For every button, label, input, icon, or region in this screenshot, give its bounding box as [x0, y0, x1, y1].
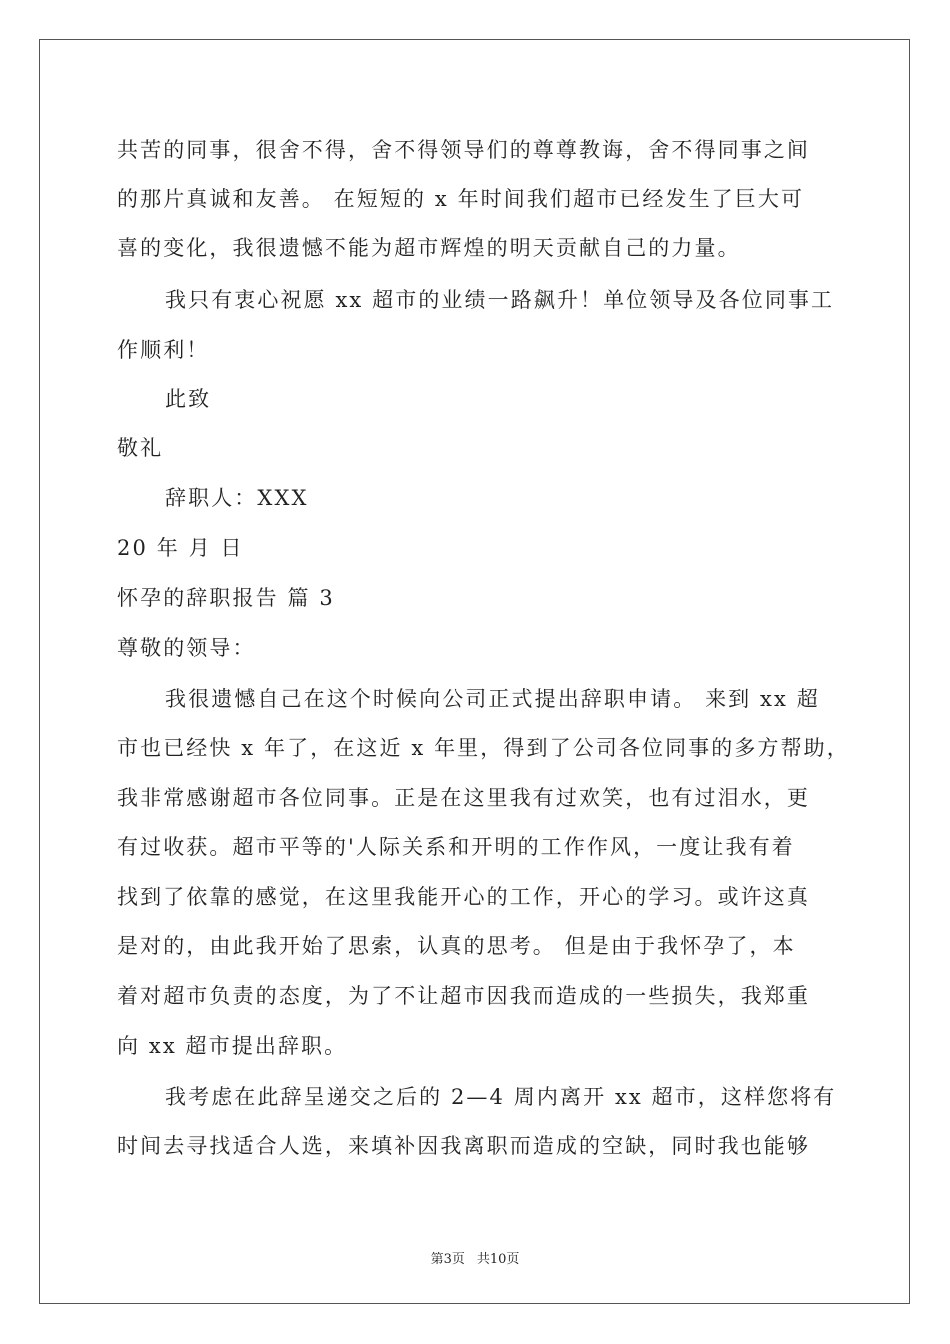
closing-line: 此致 [165, 387, 212, 411]
body-line: 是对的，由此我开始了思索，认真的思考。 但是由于我怀孕了，本 [117, 934, 796, 958]
body-line: 时间去寻找适合人选，来填补因我离职而造成的空缺，同时我也能够 [117, 1134, 810, 1158]
body-line: 作顺利！ [117, 338, 210, 362]
body-line: 找到了依靠的感觉，在这里我能开心的工作，开心的学习。或许这真 [117, 885, 810, 909]
body-line: 有过收获。超市平等的'人际关系和开明的工作作风，一度让我有着 [117, 835, 795, 859]
body-line: 我非常感谢超市各位同事。正是在这里我有过欢笑，也有过泪水，更 [117, 786, 810, 810]
body-line: 的那片真诚和友善。 在短短的 x 年时间我们超市已经发生了巨大可 [117, 187, 805, 211]
page-footer [0, 1248, 950, 1267]
salutation-line: 尊敬的领导： [117, 636, 256, 660]
signature-line: 辞职人：XXX [165, 486, 309, 510]
body-line: 共苦的同事，很舍不得，舍不得领导们的尊尊教诲，舍不得同事之间 [117, 138, 810, 162]
section-heading: 怀孕的辞职报告 篇 3 [117, 586, 335, 610]
body-line: 向 xx 超市提出辞职。 [117, 1034, 348, 1058]
page-total: 共10页 [476, 1252, 520, 1267]
body-line: 我只有衷心祝愿 xx 超市的业绩一路飙升！单位领导及各位同事工 [165, 288, 835, 312]
page-border [39, 39, 910, 1304]
closing-line: 敬礼 [117, 436, 164, 460]
body-line: 市也已经快 x 年了，在这近 x 年里，得到了公司各位同事的多方帮助， [117, 736, 850, 760]
body-line: 我考虑在此辞呈递交之后的 2—4 周内离开 xx 超市，这样您将有 [165, 1085, 837, 1109]
body-line: 我很遗憾自己在这个时候向公司正式提出辞职申请。 来到 xx 超 [165, 687, 820, 711]
body-line: 喜的变化，我很遗憾不能为超市辉煌的明天贡献自己的力量。 [117, 236, 741, 260]
page-number: 第3页 [430, 1252, 465, 1267]
body-line: 着对超市负责的态度，为了不让超市因我而造成的一些损失，我郑重 [117, 984, 810, 1008]
date-line: 20 年 月 日 [117, 536, 244, 560]
